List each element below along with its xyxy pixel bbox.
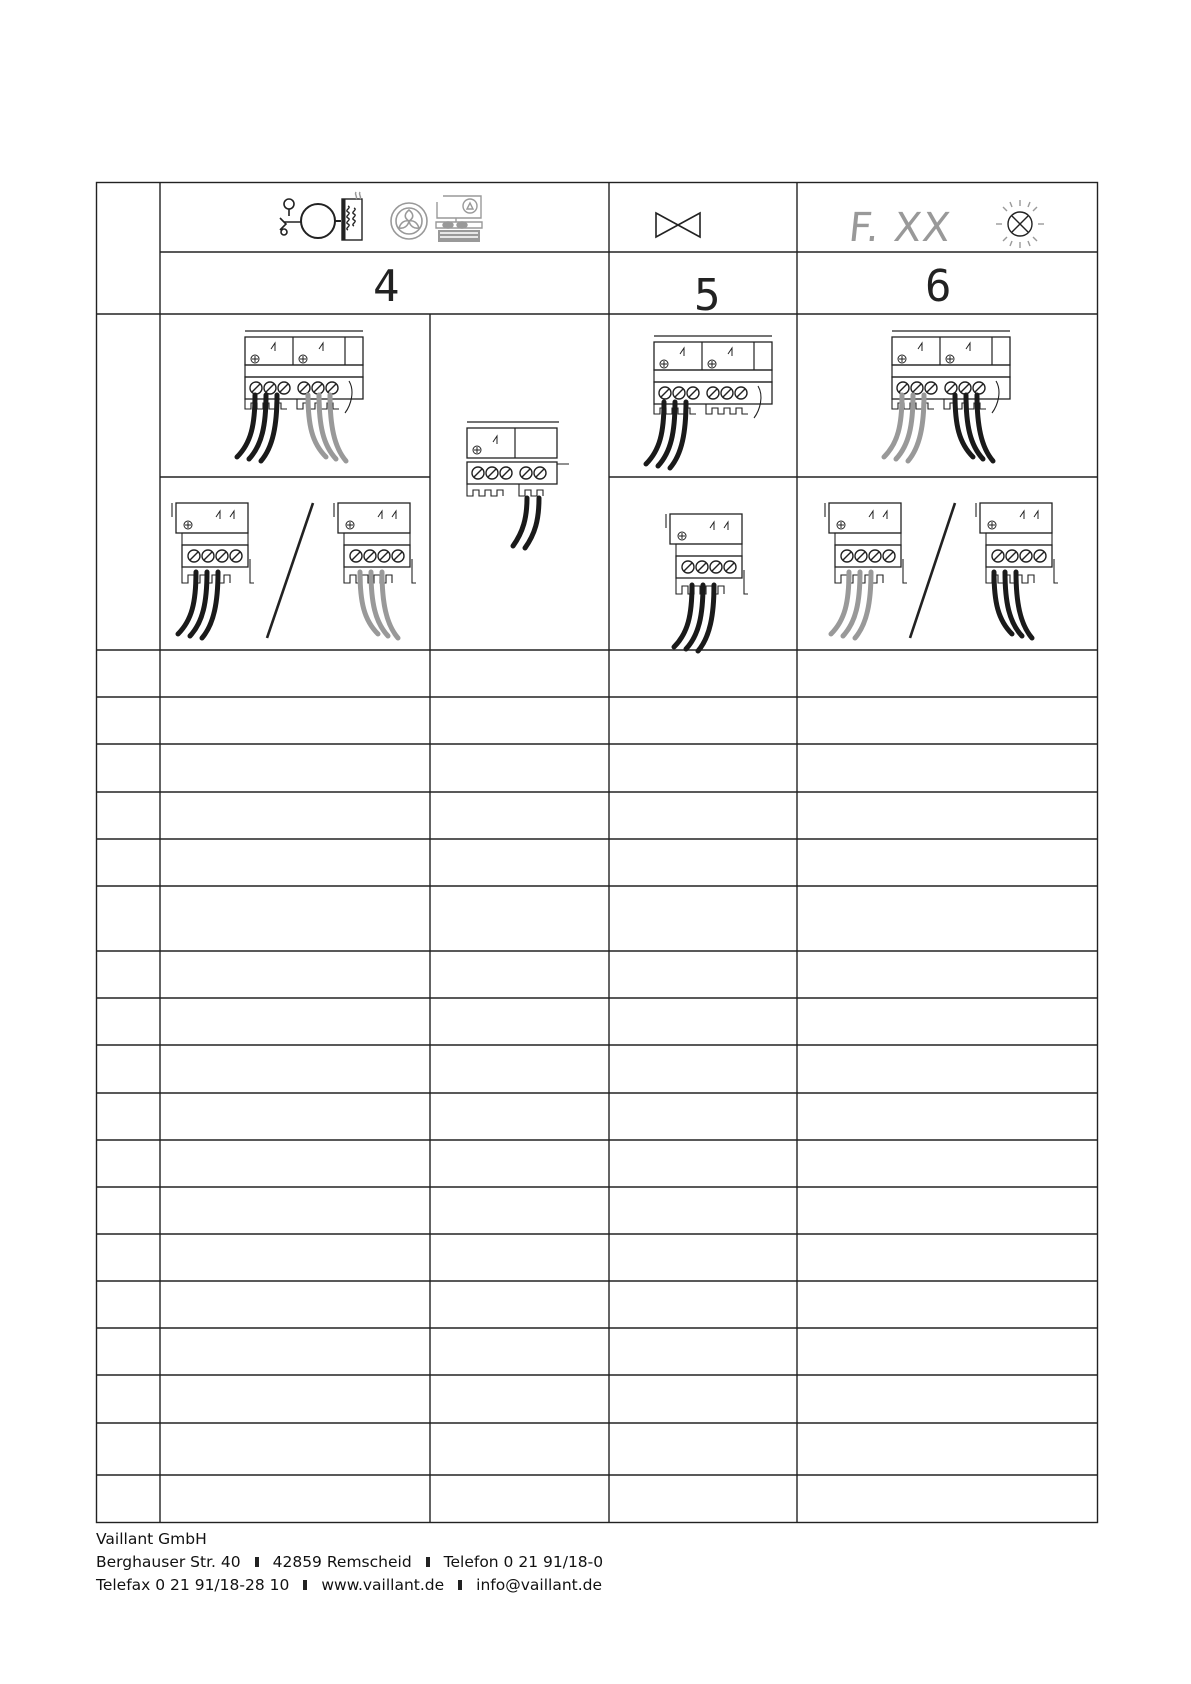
fax: Telefax 0 21 91/18-28 10 <box>96 1576 290 1594</box>
warning-lamp-icon <box>996 200 1044 248</box>
alternative-separator <box>267 503 313 638</box>
terminal-diagram-col5-top <box>646 336 772 468</box>
terminal-diagram-col6-bottom-left <box>825 503 907 638</box>
alternative-separator-col6 <box>910 503 955 638</box>
terminal-diagram-col4b-mid <box>467 422 569 548</box>
column-number-4: 4 <box>373 261 400 312</box>
separator-icon <box>303 1580 307 1590</box>
valve-icon <box>656 213 700 237</box>
boiler-icon <box>301 204 341 238</box>
terminal-diagram-col6-top <box>884 331 1010 461</box>
terminal-diagram-col6-bottom-right <box>976 503 1058 638</box>
pump-icon <box>280 199 302 235</box>
fan-icon <box>391 203 427 239</box>
phone: Telefon 0 21 91/18-0 <box>443 1553 604 1571</box>
website-link[interactable]: www.vaillant.de <box>321 1576 445 1594</box>
city: 42859 Remscheid <box>272 1553 412 1571</box>
address-line <box>96 1551 603 1574</box>
email-link[interactable]: info@vaillant.de <box>476 1576 603 1594</box>
fault-display-icon: F. XX <box>846 205 954 251</box>
column-number-6: 6 <box>925 261 952 312</box>
terminal-diagram-col4-bottom-left <box>172 503 254 638</box>
heat-exchanger-icon <box>342 192 362 240</box>
separator-icon <box>255 1557 259 1567</box>
company-name: Vaillant GmbH <box>96 1530 207 1548</box>
terminal-diagram-col4-bottom-right <box>334 503 416 638</box>
separator-icon <box>426 1557 430 1567</box>
gas-cooker-icon <box>436 196 482 242</box>
footer <box>96 1528 603 1597</box>
terminal-diagram-col5-bottom <box>666 514 748 651</box>
separator-icon <box>458 1580 462 1590</box>
column-number-5: 5 <box>694 270 721 321</box>
contact-line <box>96 1574 603 1597</box>
terminal-diagram-col4-top <box>237 331 363 461</box>
street: Berghauser Str. 40 <box>96 1553 241 1571</box>
